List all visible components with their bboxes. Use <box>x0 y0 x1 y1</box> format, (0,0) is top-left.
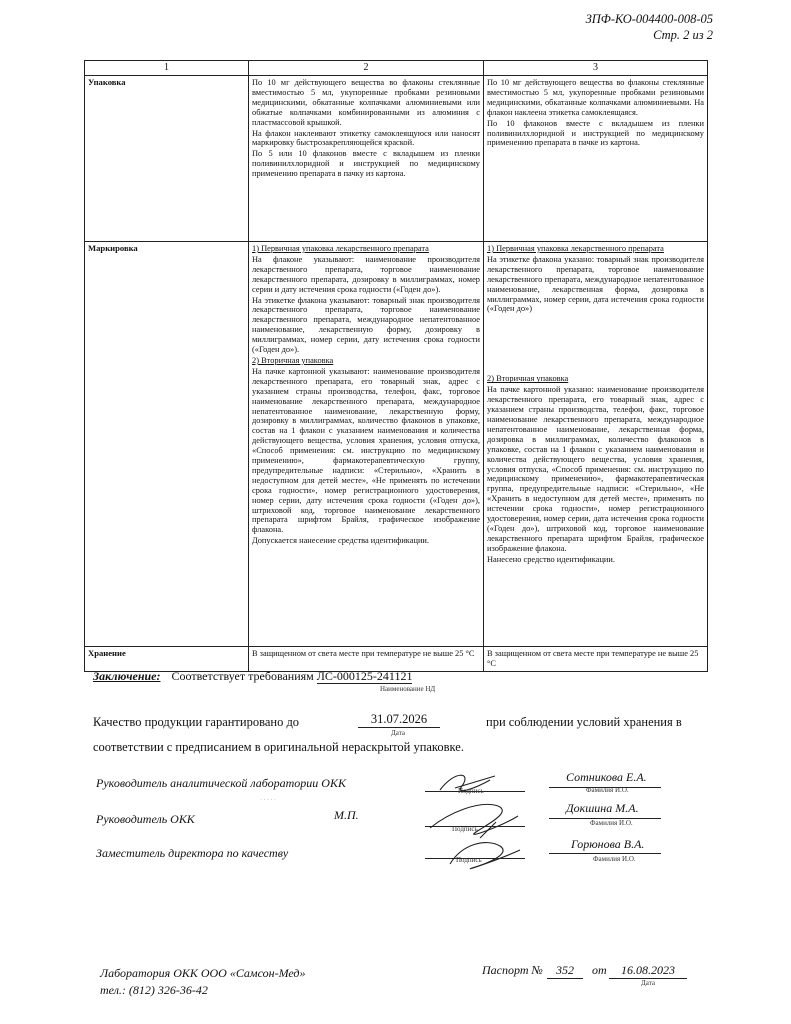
marking-col2-secondary-title: 2) Вторичная упаковка <box>252 355 334 365</box>
guarantee-date: 31.07.2026 <box>358 712 440 728</box>
marking-col2-secondary-p1: На пачке картонной указывают: наименование производителя лекарственного препарата, его товарный знак, адрес с указанием страны производства, телефон, факс, торговое наименование лекарственного препарата, международное непатентованное наименование, лекарственную форму, дозировку в миллиграммах, количество флаконов в упаковке, состав на 1 флакон с указанием наименования и количества действующего вещества, условия хранения, условия отпуска, «Способ применения: см. инструкцию по медицинскому применению», фармакотерапевтическую группу, предупредительные надписи: «Стерильно», «Хранить в недоступном для детей месте», «Не применять по истечении срока годности», номер регистрационного удостоверения, номер серии, дату истечения срока годности («Годен до»), штриховой код, торговое наименование лекарственного препарата шрифтом Брайля, графическое изображение флакона. <box>252 366 480 535</box>
storage-row <box>85 647 708 672</box>
stamp-impression: · · · · · <box>260 796 276 804</box>
footer-phone: тел.: (812) 326-36-42 <box>100 983 208 997</box>
packaging-label: Упаковка <box>85 76 249 242</box>
packaging-col2-p3: По 5 или 10 флаконов вместе с вкладышем из пленки поливинилхлоридной и инструкцией по медицинскому применению препарата в пачку из картона. <box>252 149 480 179</box>
signature-caption-3: Подпись <box>456 856 482 864</box>
marking-row <box>85 242 708 647</box>
marking-col3-secondary-p2: Нанесено средство идентификации. <box>487 554 615 564</box>
col-number-2: 2 <box>249 61 484 76</box>
name-caption-1: Фамилия И.О. <box>586 786 629 794</box>
passport-date-caption: Дата <box>641 979 655 987</box>
marking-col3 <box>484 242 708 647</box>
document-code: ЗПФ-КО-004400-008-05 <box>585 12 713 26</box>
col-number-1: 1 <box>85 61 249 76</box>
conclusion-doc-ref: ЛС-000125-241121 <box>316 669 413 683</box>
packaging-col3 <box>484 76 708 242</box>
guarantee-suffix: при соблюдении условий хранения в <box>486 715 682 729</box>
col-number-3: 3 <box>484 61 708 76</box>
signature-role-2: Руководитель ОКК <box>96 812 195 826</box>
packaging-col2-p1: По 10 мг действующего вещества во флаконы стеклянные вместимостью 5 мл, укупоренные пробками резиновыми медицинскими, обкатанные колпачками алюминиевыми или обжатые колпачками комбинированными из алюминия с пластмассовой крышкой. <box>252 78 480 127</box>
signature-name-3: Горюнова В.А. <box>571 837 645 851</box>
signature-caption-2: Подпись <box>452 825 478 833</box>
passport-from-label: от <box>592 963 607 977</box>
marking-col3-primary-title: 1) Первичная упаковка лекарственного препарата <box>487 244 664 253</box>
name-line-3 <box>549 853 661 854</box>
marking-col3-primary-p1: На этикетке флакона указано: товарный знак производителя лекарственного препарата, торговое наименование лекарственного препарата, международное непатентованное наименование, лекарственная форма, дозировка в миллиграммах, номер серии, дата истечения срока годности («Годен до») <box>487 254 704 314</box>
conclusion-text: Соответствует требованиям <box>171 669 314 683</box>
passport-number: 352 <box>547 963 583 979</box>
signature-role-1: Руководитель аналитической лаборатории ОКК <box>96 776 346 790</box>
marking-col3-secondary-title: 2) Вторичная упаковка <box>487 374 569 384</box>
name-caption-2: Фамилия И.О. <box>590 819 633 827</box>
storage-label: Хранение <box>85 647 249 672</box>
packaging-row <box>85 76 708 242</box>
storage-col3: В защищенном от света месте при температуре не выше 25 °С <box>484 647 708 672</box>
conclusion-label: Заключение: <box>93 669 161 683</box>
packaging-col3-p1: По 10 мг действующего вещества во флаконы стеклянные вместимостью 5 мл, укупоренные пробками резиновыми медицинскими, обкатанные колпачками алюминиевыми. На флакон наклеена этикетка самоклеящаяся. <box>487 78 704 117</box>
storage-col2: В защищенном от света месте при температуре не выше 25 °С <box>249 647 484 672</box>
column-number-row <box>85 61 708 76</box>
packaging-col3-p2: По 10 флаконов вместе с вкладышем из пленки поливинилхлоридной и инструкцией по медицинскому применению препарата в пачке из картона. <box>487 118 704 148</box>
conclusion <box>93 669 412 684</box>
guarantee-prefix: Качество продукции гарантировано до <box>93 715 300 729</box>
passport-date: 16.08.2023 <box>609 963 687 979</box>
marking-col2-primary-p1: На флаконе указывают: наименование производителя лекарственного препарата, торговое наименование лекарственного препарата, дозировку в миллиграммах, номер серии и дату истечения срока годности («Годен до»). <box>252 254 480 294</box>
packaging-col2-p2: На флакон наклеивают этикетку самоклеящуюся или наносят маркировку быстрозакрепляющейся краской. <box>252 128 480 148</box>
spec-table <box>84 60 708 672</box>
marking-label: Маркировка <box>85 242 249 647</box>
signature-stroke-1 <box>440 775 495 790</box>
signature-name-1: Сотникова Е.А. <box>566 770 647 784</box>
signature-caption-1: Подпись <box>458 787 484 795</box>
marking-col2-primary-p2: На этикетке флакона указывают: товарный знак производителя лекарственного препарата, торговое наименование лекарственного препарата, международное непатентованное наименование, лекарственную форму, дозировку в миллиграммах, номер серии, дату истечения срока годности («Годен до»). <box>252 295 480 355</box>
signature-stroke-3 <box>450 822 520 869</box>
marking-col3-secondary-p1: На пачке картонной указано: наименование производителя лекарственного препарата, его товарный знак, адрес с указанием страны производства, телефон, факс, торговое наименование лекарственного препарата, международное непатентованное наименование, лекарственная форма, дозировка в миллиграммах, количество флаконов в упаковке, состав на 1 флакон с указанием наименования и количества действующего вещества, условия хранения, условия отпуска, «Способ применения: см. инструкцию по медицинскому применению», фармакотерапевтическая группа, предупредительные надписи: «Стерильно», «Не «Хранить в недоступном для детей месте», применять по истечении срока годности», номер регистрационного удостоверения, номер серии, дата истечения срока годности («Годен до»), штриховой код, торговое наименование лекарственного препарата шрифтом Брайля, графическое изображение флакона. <box>487 385 704 553</box>
marking-col2 <box>249 242 484 647</box>
handwritten-signatures <box>250 760 540 880</box>
signature-stroke-2 <box>430 804 518 834</box>
signature-name-2: Докшина М.А. <box>566 801 639 815</box>
guarantee-date-caption: Дата <box>391 729 405 737</box>
guarantee-line2: соответствии с предписанием в оригинальной нераскрытой упаковке. <box>93 740 464 754</box>
page-number: Стр. 2 из 2 <box>653 28 713 42</box>
signature-role-3: Заместитель директора по качеству <box>96 846 289 860</box>
marking-col2-primary-title: 1) Первичная упаковка лекарственного препарата <box>252 244 429 253</box>
footer-lab: Лаборатория ОКК ООО «Самсон-Мед» <box>100 966 306 980</box>
packaging-col2 <box>249 76 484 242</box>
name-caption-3: Фамилия И.О. <box>593 855 636 863</box>
marking-col2-secondary-p2: Допускается нанесение средства идентификации. <box>252 536 430 546</box>
conclusion-caption: Наименование НД <box>380 685 436 693</box>
stamp-label: М.П. <box>334 808 359 822</box>
passport-label: Паспорт № <box>482 963 543 977</box>
